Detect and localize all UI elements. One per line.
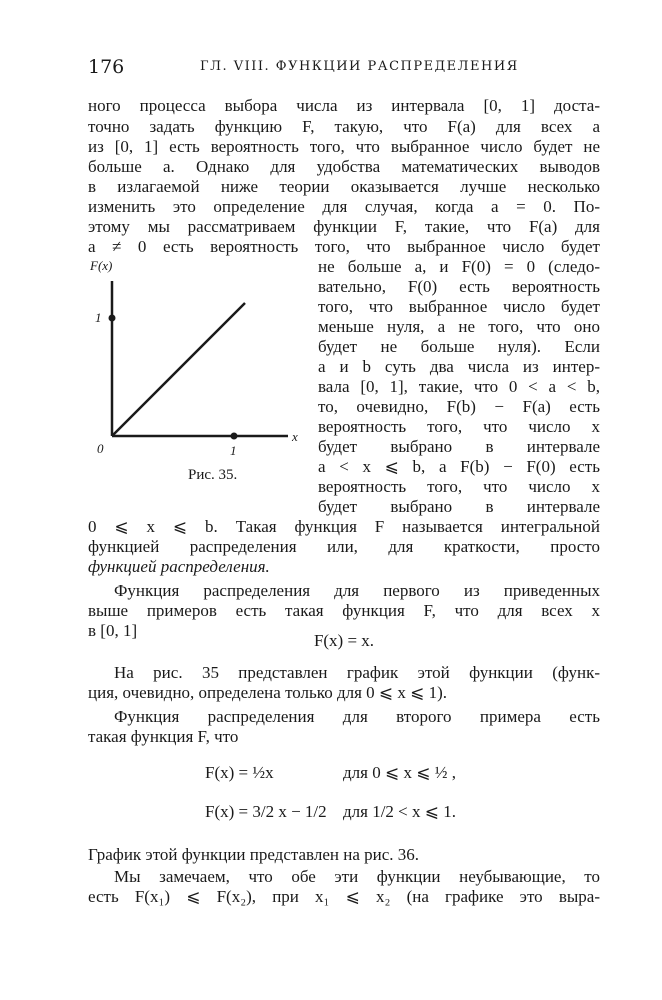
- y-tick-point: [109, 315, 116, 322]
- text-line: точно задать функцию F, такую, что F(a) для всех a: [88, 117, 600, 136]
- text-line: ного процесса выбора числа из интервала [0, 1] доста-: [88, 96, 600, 115]
- text-line: не больше a, и F(0) = 0 (следо-: [318, 257, 600, 276]
- text-line: На рис. 35 представлен график этой функции (функ-: [114, 663, 600, 682]
- text-line: будет выбрано в интервале: [318, 437, 600, 456]
- text-line: меньше нуля, а не того, что оно: [318, 317, 600, 336]
- text-line: выше примеров есть такая функция F, что для всех x: [88, 601, 600, 620]
- page-number: 176: [88, 56, 125, 78]
- text-line: 0 ⩽ x ⩽ b. Такая функция F называется интегральной: [88, 517, 600, 536]
- text-line: есть F(x₁) ⩽ F(x₂), при x₁ ⩽ x₂ (на графике это выра-: [88, 887, 600, 906]
- equation-condition: для 0 ⩽ x ⩽ ½ ,: [343, 763, 456, 782]
- function-line: [112, 303, 245, 436]
- text-line: из [0, 1] есть вероятность того, что выбранное число будет не: [88, 137, 600, 156]
- equation-condition: для 1/2 < x ⩽ 1.: [343, 802, 457, 821]
- text-line: функцией распределения или, для краткости, просто: [88, 537, 600, 556]
- x-axis-label: x: [292, 429, 298, 444]
- text-line: того, что выбранное число будет: [318, 297, 600, 316]
- text-line: вала [0, 1], такие, что 0 < a < b,: [318, 377, 600, 396]
- text-line: График этой функции представлен на рис. 36.: [88, 845, 420, 864]
- equation-left: F(x) = 3/2 x − 1/2: [205, 802, 327, 821]
- text-line: будет не больше нуля). Если: [318, 337, 600, 356]
- text-line: a < x ⩽ b, а F(b) − F(0) есть: [318, 457, 600, 476]
- text-line: вероятность того, что число x: [318, 477, 600, 496]
- text-line: a и b суть два числа из интер-: [318, 357, 600, 376]
- text-line: ция, очевидно, определена только для 0 ⩽ x ⩽ 1).: [88, 683, 448, 702]
- equation-left: F(x) = ½x: [205, 763, 274, 782]
- x-tick-point: [231, 433, 238, 440]
- text-line: в излагаемой ниже теории оказывается лучше несколько: [88, 177, 600, 196]
- text-line: этому мы рассматриваем функции F, такие, что F(a) для: [88, 217, 600, 236]
- text-line: функцией распределения.: [88, 557, 270, 576]
- distribution-graph: [88, 255, 310, 465]
- text-line: такая функция F, что: [88, 727, 239, 746]
- text-line: будет выбрано в интервале: [318, 497, 600, 516]
- y-axis-label: F(x): [90, 258, 113, 273]
- text-line: изменить это определение для случая, когда a = 0. По-: [88, 197, 600, 216]
- text-line: больше a. Однако для удобства математических выводов: [88, 157, 600, 176]
- equation: F(x) = x.: [313, 631, 375, 650]
- y-tick-label: 1: [95, 310, 102, 325]
- text-line: вероятность того, что число x: [318, 417, 600, 436]
- text-line: Функция распределения для второго примера есть: [114, 707, 600, 726]
- running-head: ГЛ. VIII. ФУНКЦИИ РАСПРЕДЕЛЕНИЯ: [200, 59, 519, 74]
- figure-caption: Рис. 35.: [188, 467, 238, 483]
- text-line: a ≠ 0 есть вероятность того, что выбранное число будет: [88, 237, 600, 256]
- x-tick-label: 1: [230, 443, 237, 458]
- figure-35: [88, 255, 310, 495]
- page-header: [88, 56, 598, 80]
- text-line: то, очевидно, F(b) − F(a) есть: [318, 397, 600, 416]
- text-line: в [0, 1]: [88, 621, 138, 640]
- text-line: Мы замечаем, что обе эти функции неубывающие, то: [114, 867, 600, 886]
- text-line: Функция распределения для первого из приведенных: [114, 581, 600, 600]
- text-line: вательно, F(0) есть вероятность: [318, 277, 600, 296]
- origin-label: 0: [97, 441, 104, 456]
